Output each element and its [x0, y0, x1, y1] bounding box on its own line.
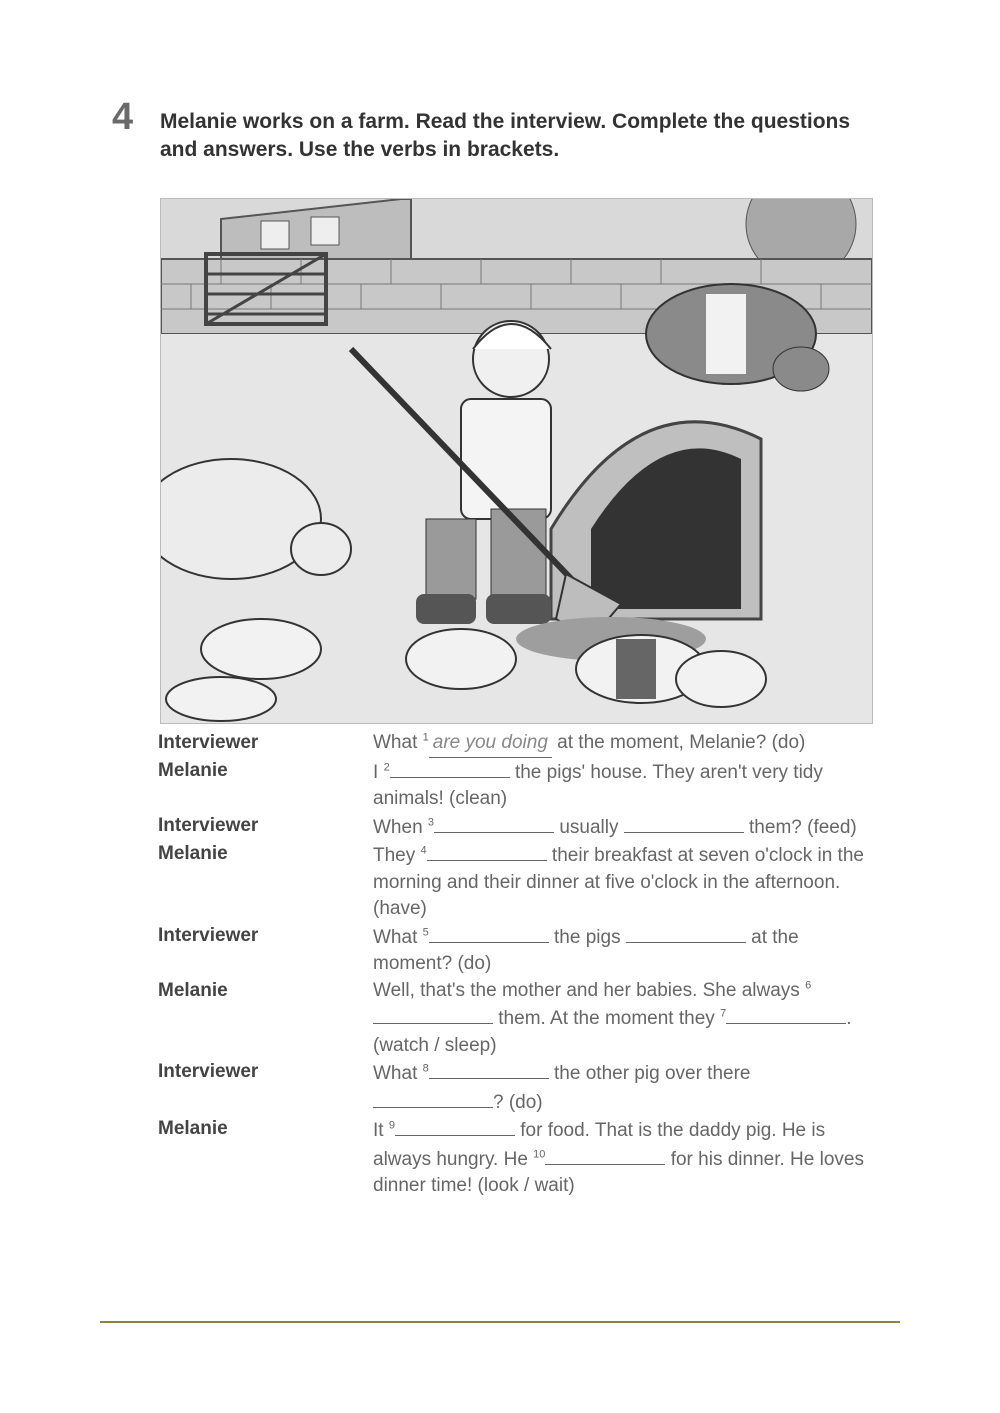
answer-blank[interactable] [726, 1004, 846, 1024]
dialogue-turn [158, 978, 888, 1060]
speech-fragment: When [373, 816, 428, 838]
dialogue-turn [158, 841, 888, 923]
speech-fragment: at the moment? (do) [373, 926, 799, 974]
gap-number: 1 [422, 731, 429, 744]
answer-blank[interactable] [545, 1145, 665, 1165]
speech-text [373, 841, 873, 923]
speech-fragment: What [373, 1063, 423, 1084]
farm-scene-drawing [161, 199, 872, 723]
speech-fragment: . (watch / sleep) [373, 1008, 852, 1056]
speech-fragment: usually [554, 816, 624, 838]
speech-text [373, 978, 873, 1060]
speaker-label: Melanie [158, 1118, 228, 1139]
gap-number: 8 [422, 1062, 429, 1075]
speech-text [373, 923, 873, 978]
answer-blank[interactable] [427, 841, 547, 861]
gap-number: 2 [383, 761, 390, 774]
speech-fragment: What [373, 732, 423, 753]
speech-fragment: I [373, 761, 384, 783]
farm-illustration [160, 198, 873, 724]
dialogue-turn [158, 923, 888, 978]
gap-number: 5 [422, 926, 429, 939]
speech-text [373, 1116, 873, 1200]
dialogue-turn [158, 813, 888, 842]
speaker-label: Interviewer [158, 924, 259, 946]
speaker-label: Melanie [158, 979, 228, 1001]
speech-text [373, 813, 873, 842]
exercise-instructions: Melanie works on a farm. Read the interview. Complete the questions and answers. Use the verbs in brackets. [160, 110, 851, 161]
speaker-label: Melanie [158, 843, 228, 864]
interview-dialogue [158, 730, 888, 1200]
speaker-label: Interviewer [158, 814, 259, 836]
speech-text [373, 758, 873, 813]
gap-number: 9 [388, 1119, 395, 1132]
answer-blank[interactable] [429, 923, 549, 943]
speech-fragment: their breakfast at seven o'clock in the morning and their dinner at five o'clock in the afternoon. (have) [373, 845, 864, 919]
gap-number: 10 [533, 1148, 546, 1161]
bottom-divider [100, 1321, 900, 1323]
speech-fragment: Well, that's the mother and her babies. She always [373, 979, 806, 1001]
speech-fragment: the pigs' house. They aren't very tidy animals! (clean) [373, 761, 823, 809]
dialogue-turn [158, 1116, 888, 1200]
dialogue-turn [158, 1059, 888, 1116]
speech-fragment: for food. That is the daddy pig. He is always hungry. He [373, 1120, 826, 1170]
speech-fragment: the other pig over there [548, 1063, 751, 1084]
speech-fragment: them? (feed) [743, 816, 857, 838]
gap-number: 4 [420, 844, 427, 857]
speech-fragment: for his dinner. He loves dinner time! (look / wait) [373, 1148, 864, 1196]
answer-blank[interactable] [390, 758, 510, 778]
gap-number: 3 [427, 816, 435, 829]
speech-fragment: them. At the moment they [493, 1008, 721, 1029]
answer-blank[interactable] [429, 1059, 549, 1079]
speech-fragment: What [373, 926, 423, 948]
gap-number: 7 [720, 1007, 727, 1020]
answer-blank[interactable] [626, 923, 746, 943]
speech-text [373, 1059, 873, 1116]
speaker-label: Interviewer [158, 1061, 259, 1082]
speech-fragment: the pigs [548, 926, 626, 948]
speaker-label: Melanie [158, 759, 228, 781]
speech-fragment: ? (do) [493, 1091, 543, 1113]
answer-blank[interactable] [373, 1004, 493, 1024]
speech-text [373, 730, 873, 758]
answer-blank[interactable] [434, 813, 554, 833]
exercise-number: 4 [112, 96, 134, 138]
speech-fragment: They [373, 845, 421, 866]
dialogue-turn [158, 730, 888, 758]
gap-number: 6 [805, 979, 812, 992]
answer-blank[interactable] [624, 813, 744, 833]
speech-fragment: It [373, 1120, 389, 1141]
speech-fragment: at the moment, Melanie? (do) [551, 732, 806, 753]
speaker-label: Interviewer [158, 732, 259, 753]
answer-blank[interactable] [395, 1116, 515, 1136]
answer-blank[interactable] [373, 1088, 493, 1108]
example-answer: are you doing [429, 730, 552, 758]
dialogue-turn [158, 758, 888, 813]
